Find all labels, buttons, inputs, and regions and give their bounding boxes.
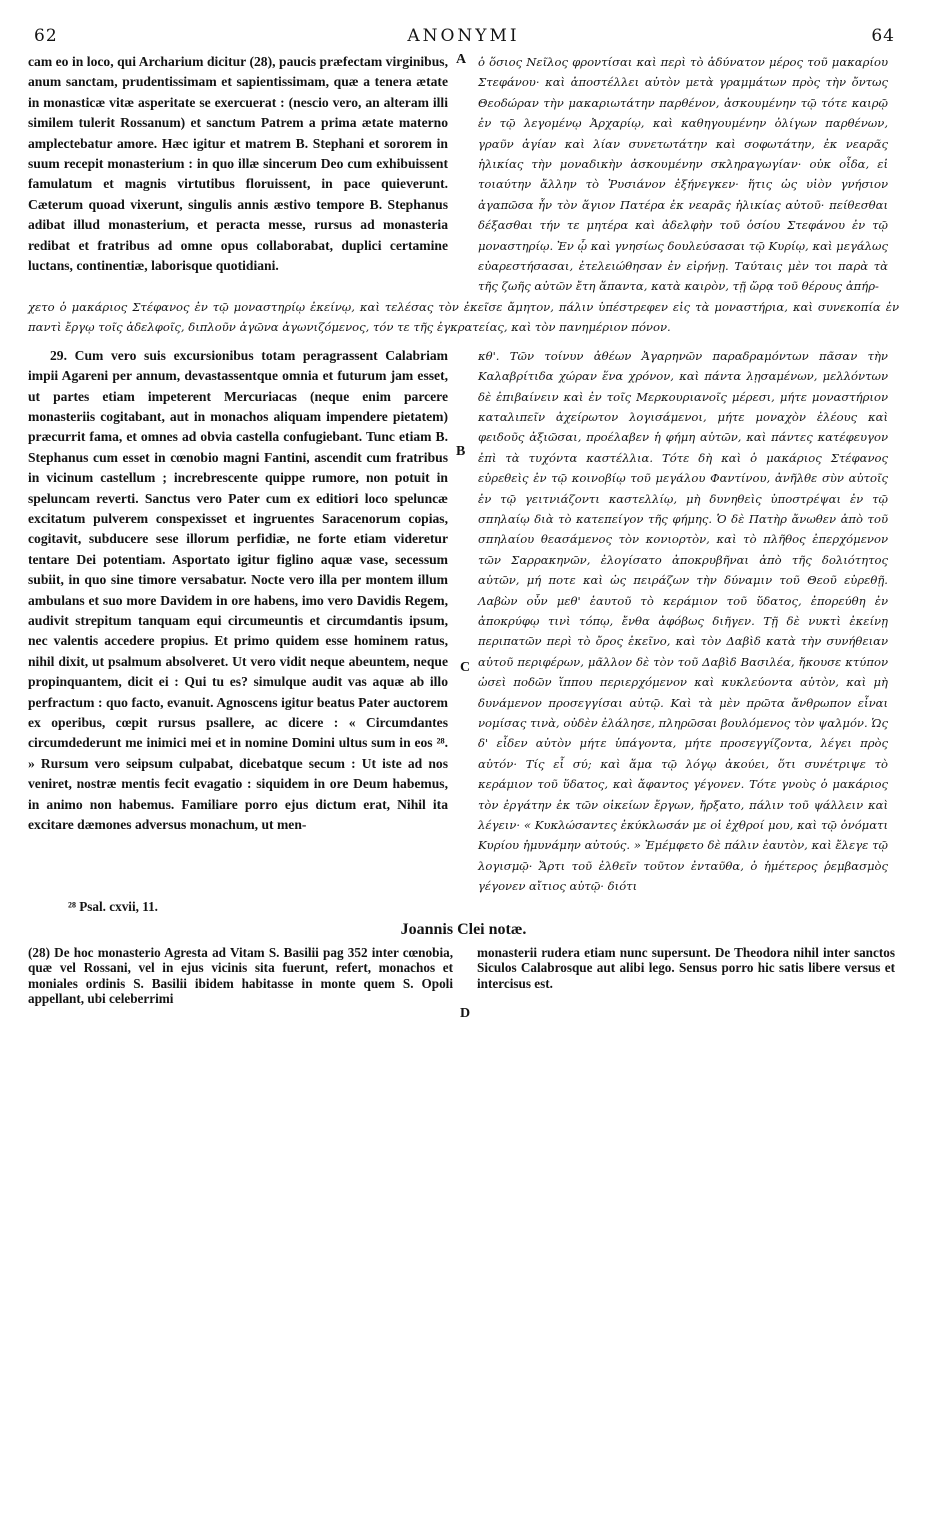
page-title: ANONYMI — [407, 26, 520, 46]
greek-column-1: ὁ ὅσιος Νεῖλος φροντίσαι καὶ περὶ τὸ ἀδύνατον μέρος τοῦ μακαρίου Στεφάνου· καὶ ἀποστέλλει αὐτὸν μετὰ γραμμάτων πρὸς τὴν ὄντως Θεοδώραν τὴν μακαριωτάτην παρθένον, ἀσκουμένην τῷ τότε καιρῷ ἐν τῷ λεγομένῳ Ἀρχαρίῳ, καὶ καθηγουμένην ὀλίγων παρθένων, γραῦν ἁγίαν καὶ λίαν συνετωτάτην καὶ σοφωτάτην, ἐκ νεαρᾶς ἡλικίας τὴν μοναδικὴν ἀσκουμένην σκληραγωγίαν· οὐκ οἶδα, εἰ τοιαύτην ἄλλην τὸ Ῥυσιάνον ἐξήνεγκεν· ἥτις ὡς υἱὸν γνήσιον ἀγαπῶσα ἦν τὸν ἅγιον Πατέρα ἐκ νεαρᾶς ἡλικίας αὐτοῦ· πείθεσθαι δέξασθαι τήν τε μητέρα καὶ ἀδελφὴν τοῦ ὁσίου Στεφάνου ἐν τῷ μοναστηρίῳ. Ἐν ᾧ καὶ γνησίως δουλεύσασαι τῷ Κυρίῳ, καὶ μεγάλως εὐαρεστήσασαι, ἐτελειώθησαν ἐν εἰρήνῃ. Ταύταις μὲν τοι παρὰ τὰ τῆς ζωῆς αὐτῶν ἔτη ἅπαντα, κατὰ καιρὸν, τῇ ὥρᾳ τοῦ θέρους ἀπήρ- — [478, 55, 888, 294]
note-right: monasterii rudera etiam nunc supersunt. De Theodora nihil inter sanctos Siculos Calabrosque aut alibi lego. Sensus porro hic satis libere versus et intercisus est. — [477, 944, 895, 991]
footnote: ²⁸ Psal. cxvii, 11. — [68, 898, 158, 914]
margin-letter-c: C — [460, 659, 471, 675]
page-number-left: 62 — [34, 26, 58, 46]
margin-letter-b: B — [456, 444, 466, 459]
page — [28, 22, 899, 1522]
greek-column-2: κθ'. Τῶν τοίνυν ἀθέων Ἀγαρηνῶν παραδραμόντων πᾶσαν τὴν Καλαβρίτιδα χώραν ἕνα χρόνον, καὶ πάντα λῃσαμένων, μελλόντων δὲ ἐπιβαίνειν καὶ ἐν τοῖς Μερκουριανοῖς μέρεσι, μήτε μοναστήριον καταλιπεῖν ἀχείρωτον λογισάμενοι, μήτε μοναχὸν ἐλέους καὶ φειδοῦς ἀξιῶσαι, προέλαβεν ἡ φήμη αὐτῶν, καὶ πάντες κατέφευγον ἐπὶ τὰ τυχόντα καστέλλια. Τότε δὴ καὶ ὁ μακάριος Στέφανος εὑρεθεὶς ἐν τῷ κοινοβίῳ τοῦ μεγάλου Φαντίνου, ἀνῆλθε σὺν αὐτοῖς ἐν τῷ γειτνιάζοντι καστελλίῳ, μὴ δυνηθεὶς ὑποστρέψαι ἐν τῷ σπηλαίῳ διὰ τὸ κατεπείγον τῆς φήμης. Ὁ δὲ Πατὴρ ἄνωθεν ἀπὸ τοῦ σπηλαίου θεασάμενος τὸν κονιορτὸν, καὶ τὸ πλῆθος ἐπερχόμενον τῶν Σαρρακηνῶν, ἐλογίσατο ἀποκρυβῆναι ἀπὸ τῆς δολιότητος αὐτῶν, μή ποτε καὶ ὡς πειράζων τὴν δύναμιν τοῦ Θεοῦ εὑρεθῇ. Λαβὼν οὖν μεθ' ἑαυτοῦ τὸ κεράμιον τοῦ ὕδατος, ἐπορεύθη ἐν ἀποκρύφῳ τινὶ τόπῳ, ἔνθα ἀφόβως διῆγεν. Τῇ δὲ νυκτὶ ἐκείνῃ περιπατῶν περὶ τὸ ὄρος ἐκεῖνο, καὶ τὸν Δαβὶδ κατὰ τὴν συνήθειαν αὐτοῦ περιφέρων, μᾶλλον δὲ τὸν τοῦ Δαβὶδ Βασιλέα, ἤκουσε κτύπον ὡσεὶ ποδῶν ἵππου περιερχόμενον καὶ κυκλεύοντα αὐτὸν, καὶ μὴ δυνάμενον προσεγγίσαι αὐτῷ. Καὶ τὰ μὲν πρῶτα ἄνθρωπον εἶναι νομίσας τινὰ, οὐδὲν ἐλάλησε, πληρῶσαι βουλόμενος τὸν ψαλμόν. Ὡς δ' εἶδεν αὐτὸν μήτε ὑπάγοντα, μήτε προσεγγίζοντα, λέγει πρὸς αὐτόν· Τίς εἶ σύ; καὶ ἅμα τῷ λόγῳ ἀκούει, ὅτι συνέτριψε τὸ κεράμιον τοῦ ὕδατος, καὶ ἄφαντος γέγονεν. Τότε γνοὺς ὁ μακάριος τὸν ἐργάτην ἐκ τῶν οἰκείων ἔργων, ἤρξατο, πάλιν τοῦ ψάλλειν καὶ λέγειν· « Κυκλώσαντες ἐκύκλωσάν με οἱ ἐχθροί μου, καὶ τῷ ὀνόματι Κυρίου ἠμυνάμην αὐτούς. » Ἐμέμφετο δὲ πάλιν ἑαυτὸν, καὶ ἔλεγε τῷ λογισμῷ· Ἄρτι τοῦ ἐλθεῖν τοῦτον ἐνταῦθα, ὁ ἡμέτερος ῥεμβασμὸς γέγονεν αἴτιος αὐτῷ· διότι — [478, 348, 888, 894]
latin-column-2: 29. Cum vero suis excursionibus totam peragrassent Calabriam impii Agareni per annum, devastassentque omnia et futurum jam esset, ut partes etiam impeterent Mercuriacas (neque enim parcere monasteriis cogitabant, aut in monachos aliquam impendere pietatem) præcurrit fama, et omnes ad obvia castella confugiebant. Tunc etiam B. Stephanus cum esset in cœnobio magni Fantini, ascendit cum fratribus in vicinum castellum ; increbrescente quippe rumore, non potuit in speluncam reverti. Sanctus vero Pater cum ex editiori loco speluncæ excitatum pulverem conspexisset et ingruentes Saracenorum copias, cogitavit, subducere sese illorum perfidiæ, ne forte etiam videretur tentare Dei potentiam. Asportato igitur figlino aquæ vase, secessum subiit, in quo sine timore versabatur. Nocte vero illa per montem illum ambulans et suo more Davidem in ore habens, imo vero Davidis Regem, audivit strepitum tanquam equi circumeuntis et circumdantis ipsum, nec valentis accedere propius. Et primo quidem esse hominem ratus, nihil dixit, ut psalmum absolveret. Ut vero vidit neque abeuntem, neque propinquantem, dicit ei : Qui tu es? simulque audit vas aquæ ab illo perfractum : quo facto, evanuit. Agnoscens igitur beatus Pater auctorem ex operibus, cœpit rursus psallere, ac dicere : « Circumdantes circumdederunt me inimici mei et in nomine Domini ultus sum in eos ²⁸. » Rursum vero seipsum culpabat, dicebatque secum : Ut iste ad nos veniret, nostræ mentis fecit evagatio : siquidem in ore Deum habemus, in animo non habemus. Familiare porro ejus dictum erat, Nihil ita excitare dæmones adversus monachum, ut men- — [28, 347, 448, 833]
note-left: (28) De hoc monasterio Agresta ad Vitam S. Basilii pag 352 inter cœnobia, quæ vel Rossani, vel in ejus vicinis sita fuerunt, refert, monachos et moniales ordinis S. Basilii ibidem habitasse in monte quem S. Opoli appellant, ubi celeberrimi — [28, 944, 453, 1007]
notes — [28, 945, 899, 1007]
margin-letter-d: D — [460, 1005, 471, 1021]
running-header — [28, 22, 899, 52]
greek-full-width-text: χετο ὁ μακάριος Στέφανος ἐν τῷ μοναστηρίῳ ἐκείνῳ, καὶ τελέσας τὸν ἐκεῖσε ἄμητον, πάλιν ὑπέστρεφεν εἰς τὰ μοναστήρια, καὶ συνεκοπία ἐν παντὶ ἔργῳ τοῖς ἀδελφοῖς, διπλοῦν ἀγῶνα ἀγωνιζόμενος, τόν τε τῆς ἐγκρατείας, καὶ τὸν πανημέριον πόνον. — [28, 299, 899, 335]
latin-column-1: cam eo in loco, qui Archarium dicitur (28), paucis præfectam virginibus, anum sanctam, prudentissimam et sapientissimam, quæ a tenera ætate in monasticæ vitæ asperitate se exercuerat : (nescio vero, an alteram illi similem tulerit Rossanum) et sanctum Patrem a prima ætate materno amplectebatur amore. Hæc igitur et matrem B. Stephani et sororem in suum recepit monasterium : in quo illæ sincerum Deo cum exhibuissent famulatum et magnis virtutibus floruissent, in pace quieverunt. Cæterum quoad vixerunt, singulis annis æstivo tempore B. Stephanus adibat illud monasterium, et peracta messe, rursus ad monasteria redibat et fratribus ad omne opus collaborabat, duplici certamine luctans, continentiæ, laborisque quotidiani. — [28, 54, 448, 274]
margin-letter-a: A — [456, 52, 467, 67]
notes-title: Joannis Clei notæ. — [400, 920, 527, 938]
page-number-right: 64 — [871, 26, 895, 46]
